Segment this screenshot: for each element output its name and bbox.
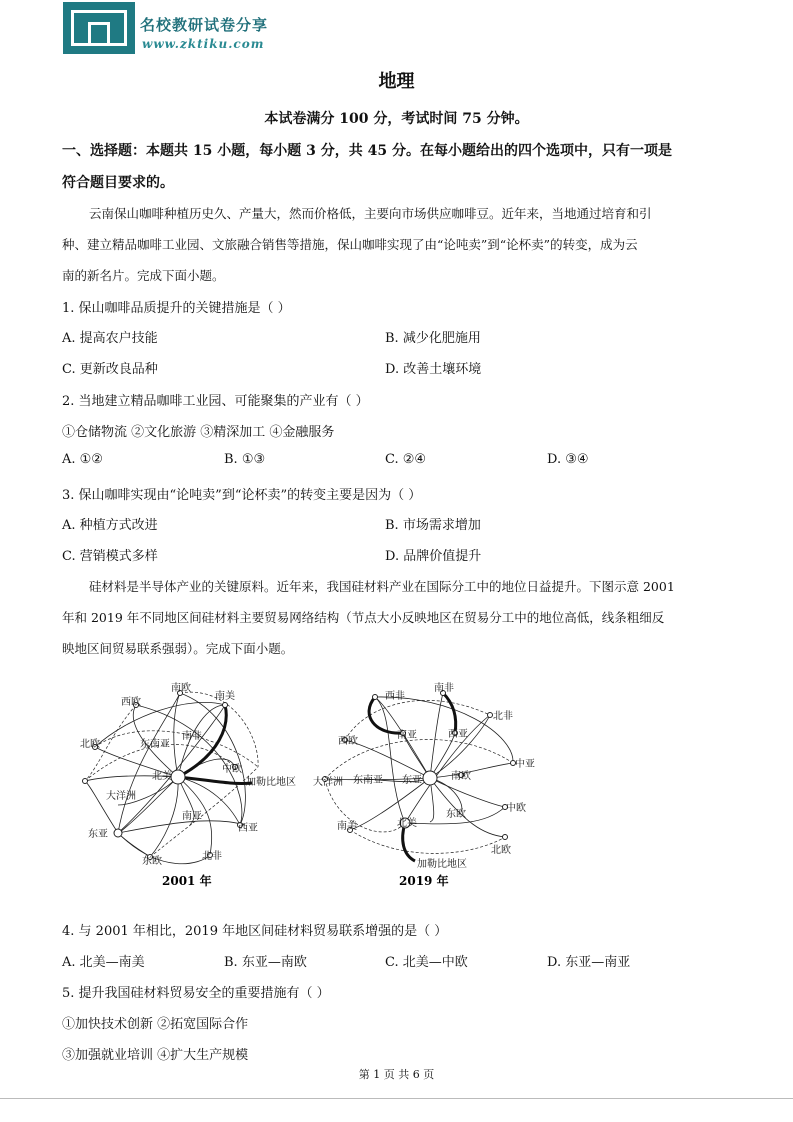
edge	[180, 693, 245, 825]
passage1-line1: 云南保山咖啡种植历史久、产量大，然而价格低，主要向市场供应咖啡豆。近年来，当地通过培育和引	[89, 206, 652, 221]
passage1-line2: 种、建立精品咖啡工业园、文旅融合销售等措施，保山咖啡实现了由“论吨卖”到“论杯卖”的转变，成为云	[62, 237, 638, 252]
label-xi-ya: 西亚	[448, 729, 468, 740]
edge	[150, 777, 178, 857]
label-nan-fei: 南非	[182, 731, 202, 742]
label-bei-mei: 北美	[152, 771, 172, 782]
node	[83, 779, 88, 784]
label-nan-ya: 南亚	[182, 811, 202, 822]
network-2001-figure	[70, 675, 320, 897]
edge	[95, 731, 258, 767]
section-heading: 一、选择题：本题共 15 小题，每小题 3 分，共 45 分。在每小题给出的四个选项中，只有一项是	[62, 143, 672, 159]
page-number: 第 1 页 共 6 页	[358, 1068, 435, 1081]
brand-url: www.zktiku.com	[142, 37, 265, 51]
label-dong-ya: 东亚	[402, 775, 422, 786]
label-dongnanya: 东南亚	[140, 739, 170, 750]
label-dong-ya: 东亚	[88, 829, 108, 840]
label-bei-fei: 北非	[202, 851, 222, 862]
label-bei-fei: 北非	[493, 711, 513, 722]
brand-name: 名校教研试卷分享	[140, 16, 269, 34]
label-dongnanya: 东南亚	[353, 775, 383, 786]
edge	[350, 830, 505, 853]
q3-option-c: C. 营销模式多样	[62, 549, 158, 564]
edge	[118, 833, 150, 857]
q2-option-c: C. ②④	[385, 452, 427, 467]
q1-option-d: D. 改善土壤环境	[385, 362, 482, 377]
q1-stem: 1. 保山咖啡品质提升的关键措施是（ ）	[62, 301, 291, 316]
edge	[430, 715, 490, 778]
label-nan-mei: 南美	[215, 691, 235, 702]
q4-option-a: A. 北美—南美	[62, 955, 145, 970]
node	[373, 695, 378, 700]
node	[503, 835, 508, 840]
edge	[375, 697, 513, 763]
label-dong-ou: 东欧	[446, 809, 466, 820]
caption-2019: 2019 年	[399, 874, 449, 888]
q4-option-d: D. 东亚—南亚	[547, 955, 631, 970]
section-heading-cont: 符合题目要求的。	[62, 175, 174, 191]
caption-2001: 2001 年	[162, 874, 212, 888]
passage1-line3: 南的新名片。完成下面小题。	[62, 268, 225, 283]
label-nan-mei: 南美	[337, 821, 357, 832]
passage2-line1: 硅材料是半导体产业的关键原料。近年来，我国硅材料产业在国际分工中的地位日益提升。下图示意 2001	[89, 579, 675, 594]
label-bei-ou: 北欧	[80, 739, 100, 750]
q4-option-c: C. 北美—中欧	[385, 955, 468, 970]
label-dong-ou: 东欧	[142, 856, 162, 867]
q5-items-2: ③加强就业培训 ④扩大生产规模	[62, 1048, 249, 1063]
q3-option-a: A. 种植方式改进	[62, 518, 158, 533]
node-east-asia	[114, 829, 122, 837]
q5-items-1: ①加快技术创新 ②拓宽国际合作	[62, 1017, 249, 1032]
label-oceania: 大洋洲	[313, 777, 343, 788]
label-xi-ou: 西欧	[121, 697, 141, 708]
footer-divider	[0, 1098, 793, 1099]
q2-option-d: D. ③④	[547, 452, 589, 467]
edge	[118, 705, 225, 833]
label-xi-fei: 西非	[385, 691, 405, 702]
node	[488, 713, 493, 718]
q4-option-b: B. 东亚—南欧	[224, 955, 307, 970]
edge-strong	[443, 693, 456, 733]
edge	[430, 778, 505, 837]
label-nan-ya: 南亚	[397, 730, 417, 741]
q4-stem: 4. 与 2001 年相比，2019 年地区间硅材料贸易联系增强的是（ ）	[62, 924, 448, 939]
q2-items: ①仓储物流 ②文化旅游 ③精深加工 ④金融服务	[62, 425, 335, 440]
q5-stem: 5. 提升我国硅材料贸易安全的重要措施有（ ）	[62, 986, 330, 1001]
label-oceania: 大洋洲	[106, 791, 136, 802]
network-2019-figure	[305, 675, 545, 897]
label-zhong-ou: 中欧	[506, 803, 526, 814]
edge	[85, 781, 118, 833]
edge	[345, 700, 490, 740]
q2-option-b: B. ①③	[224, 452, 266, 467]
q2-stem: 2. 当地建立精品咖啡工业园、可能聚集的产业有（ ）	[62, 394, 369, 409]
q3-option-d: D. 品牌价值提升	[385, 549, 482, 564]
passage2-line2: 年和 2019 年不同地区间硅材料主要贸易网络结构（节点大小反映地区在贸易分工中的地位高低，线条粗细反	[62, 610, 665, 625]
label-bei-mei: 北美	[397, 818, 417, 829]
label-bei-ou: 北欧	[491, 845, 511, 856]
label-xi-ou: 西欧	[338, 736, 358, 747]
page-title: 地理	[378, 71, 415, 92]
q3-stem: 3. 保山咖啡实现由“论吨卖”到“论杯卖”的转变主要是因为（ ）	[62, 488, 422, 503]
edge	[118, 821, 245, 833]
label-caribbean: 加勒比地区	[417, 859, 467, 870]
edge	[430, 763, 513, 778]
label-zhong-ou: 中欧	[222, 764, 242, 775]
label-nan-fei: 南非	[434, 683, 454, 694]
label-nan-ou: 南欧	[171, 683, 191, 694]
q2-option-a: A. ①②	[62, 452, 103, 467]
node	[223, 703, 228, 708]
q1-option-a: A. 提高农户技能	[62, 331, 158, 346]
label-caribbean: 加勒比地区	[246, 777, 296, 788]
node-east-asia	[423, 771, 437, 785]
edge	[375, 697, 405, 823]
exam-note: 本试卷满分 100 分，考试时间 75 分钟。	[264, 111, 529, 127]
q1-option-c: C. 更新改良品种	[62, 362, 158, 377]
edge	[430, 693, 443, 778]
label-zhong-ya: 中亚	[515, 759, 535, 770]
edge	[118, 833, 210, 864]
logo-door	[88, 22, 110, 46]
q3-option-b: B. 市场需求增加	[385, 518, 481, 533]
edge-strong	[369, 697, 403, 733]
label-xi-ya: 西亚	[238, 823, 258, 834]
label-nan-ou: 南欧	[451, 771, 471, 782]
passage2-line3: 映地区间贸易联系强弱）。完成下面小题。	[62, 641, 294, 656]
node-north-america	[171, 770, 185, 784]
q1-option-b: B. 减少化肥施用	[385, 331, 481, 346]
